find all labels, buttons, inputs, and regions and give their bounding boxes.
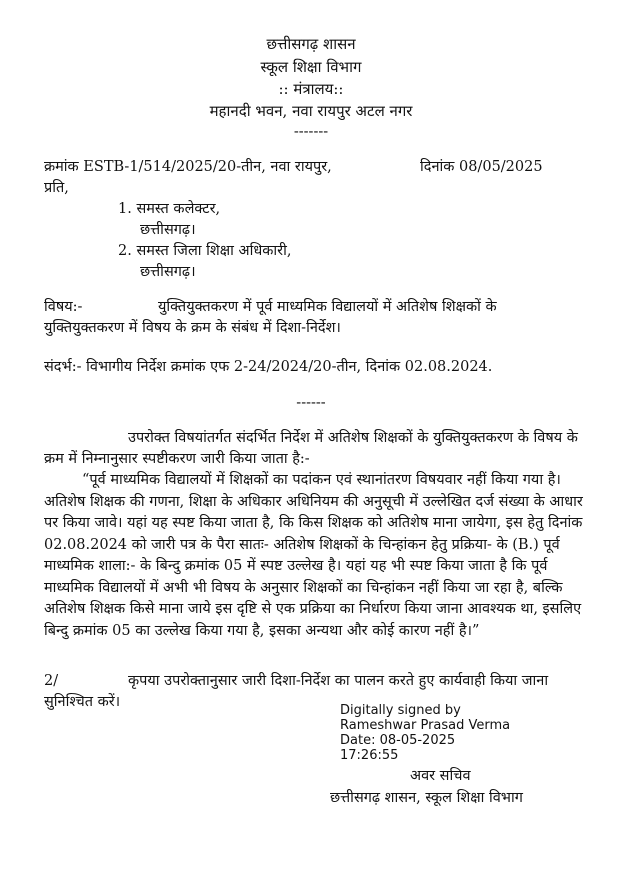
paragraph-2: कृपया उपरोक्तानुसार जारी दिशा-निर्देश का पालन करते हुए कार्यवाही किया जाना सुनिश्चित करें। [44,673,549,710]
header-ministry: :: मंत्रालय:: [278,80,344,98]
body-divider: ------ [296,395,326,411]
prati-label: प्रति, [44,180,69,196]
subject-label: विषय:- [44,299,83,315]
reference-line: संदर्भ:- विभागीय निर्देश क्रमांक एफ 2-24/2024/20-तीन, दिनांक 02.08.2024. [44,359,493,375]
header-address: महानदी भवन, नवा रायपुर अटल नगर [209,102,413,120]
reference-number: क्रमांक ESTB-1/514/2025/20-तीन, नवा रायपुर, [44,159,332,175]
intro-paragraph: उपरोक्त विषयांतर्गत संदर्भित निर्देश में अतिशेष शिक्षकों के युक्तियुक्तकरण के विषय के क्रम में निम्नानुसार स्पष्टीकरण जारी किया जाता है:- [44,430,578,467]
quoted-clarification: “पूर्व माध्यमिक विद्यालयों में शिक्षकों का पदांकन एवं स्थानांतरण विषयवार नहीं किया गया है। अतिशेष शिक्षक की गणना, शिक्षा के अधिकार अधिनियम की अनुसूची में उल्लेखित दर्ज संख्या के आधार पर किया जावे। यहां यह स्पष्ट किया जाता है, कि किस शिक्षक को अतिशेष माना जायेगा, इस हेतु दिनांक 02.08.2024 को जारी पत्र के पैरा सातः- अतिशेष शिक्षकों के चिन्हांकन हेतु प्रक्रिया- के (B.) पूर्व माध्यमिक शाला:- के बिन्दु क्रमांक 05 में स्पष्ट उल्लेख है। यहां यह भी स्पष्ट किया जाता है कि पूर्व माध्यमिक विद्यालयों में अभी भी विषय के अनुसार शिक्षकों का चिन्हांकन नहीं किया जा रहा है, बल्कि अतिशेष शिक्षक किसे माना जाये इस दृष्टि से एक प्रक्रिया का निर्धारण किया जाना आवश्यक था, इसलिए बिन्दु क्रमांक 05 का उल्लेख किया गया है, इसका अन्यथा और कोई कारण नहीं है।” [44,472,583,639]
digital-signature-line1: Digitally signed by [340,703,461,718]
subject-text-line2: युक्तियुक्तकरण में विषय के क्रम के संबंध में दिशा-निर्देश। [44,320,341,336]
digital-signature-date: Date: 08-05-2025 [340,733,456,748]
recipient-2-state: छत्तीसगढ़। [140,264,196,280]
recipient-1: 1. समस्त कलेक्टर, [118,201,221,217]
subject-text-line1: युक्तियुक्तकरण में पूर्व माध्यमिक विद्यालयों में अतिशेष शिक्षकों के [158,299,497,315]
digital-signature-time: 17:26:55 [340,748,399,763]
digital-signature-name: Rameshwar Prasad Verma [340,718,511,733]
letter-date: दिनांक 08/05/2025 [420,159,543,175]
header-divider: ------- [293,124,329,140]
header-department: स्कूल शिक्षा विभाग [260,58,362,76]
paragraph-2-number: 2/ [44,673,59,689]
signatory-designation: अवर सचिव [410,768,471,784]
signatory-department: छत्तीसगढ़ शासन, स्कूल शिक्षा विभाग [330,790,523,806]
recipient-1-state: छत्तीसगढ़। [140,222,196,238]
header-government: छत्तीसगढ़ शासन [266,35,356,53]
recipient-2: 2. समस्त जिला शिक्षा अधिकारी, [118,243,292,259]
